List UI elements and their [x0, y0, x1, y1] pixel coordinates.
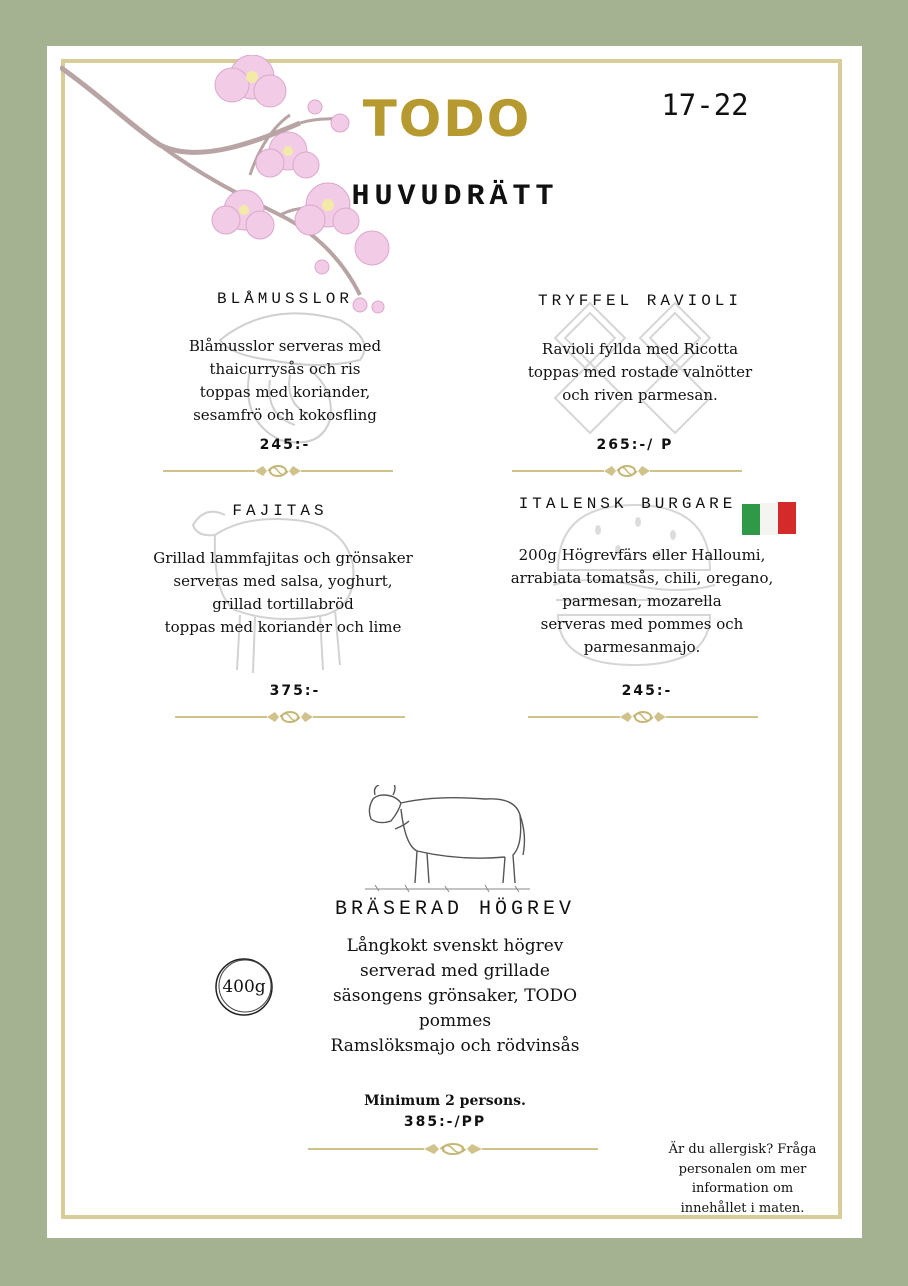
description-line: Grillad lammfajitas och grönsaker — [153, 549, 413, 567]
featured-dish-description — [300, 934, 610, 1059]
description-line: parmesanmajo. — [583, 638, 701, 656]
description-line: 200g Högrevfärs eller Halloumi, — [518, 546, 766, 564]
italian-flag-icon — [742, 501, 796, 537]
description-line: serveras med salsa, yoghurt, — [173, 572, 393, 590]
dish-title-italensk-burgare: ITALENSK BURGARE — [518, 495, 737, 513]
section-title: HUVUDRÄTT — [351, 180, 559, 214]
description-line: Ravioli fyllda med Ricotta — [541, 340, 739, 358]
allergy-note — [655, 1140, 830, 1218]
description-line: toppas med koriander och lime — [164, 618, 402, 636]
dish-description-blamusslor — [140, 335, 430, 427]
description-line: Långkokt svenskt högrev — [346, 936, 564, 956]
dish-title-blamusslor: BLÅMUSSLOR — [216, 290, 353, 308]
description-line: sesamfrö och kokosfling — [193, 406, 377, 424]
featured-price: 385:-/PP — [403, 1114, 487, 1130]
cow-sketch-icon — [365, 785, 530, 897]
weight-badge — [212, 956, 276, 1018]
dish-title-fajitas: FAJITAS — [232, 502, 328, 520]
ornament-divider — [163, 463, 393, 479]
description-line: pommes — [418, 1011, 492, 1031]
description-line: och riven parmesan. — [562, 386, 718, 404]
todo-logo: TODO — [362, 90, 532, 148]
dish-price-tryffel-ravioli: 265:-/ P — [596, 437, 674, 453]
ornament-divider — [512, 463, 742, 479]
allergy-line: Är du allergisk? Fråga — [668, 1142, 817, 1157]
dish-price-fajitas: 375:- — [269, 683, 321, 699]
ornament-divider — [308, 1141, 598, 1157]
description-line: Ramslöksmajo och rödvinsås — [330, 1036, 580, 1056]
dish-description-tryffel-ravioli — [490, 338, 790, 407]
description-line: grillad tortillabröd — [212, 595, 354, 613]
description-line: toppas med rostade valnötter — [527, 363, 753, 381]
minimum-persons: Minimum 2 persons. — [364, 1093, 526, 1109]
description-line: serveras med pommes och — [540, 615, 744, 633]
description-line: toppas med koriander, — [199, 383, 371, 401]
description-line: parmesan, mozarella — [562, 592, 722, 610]
description-line: serverad med grillade — [360, 961, 550, 981]
dish-price-italensk-burgare: 245:- — [621, 683, 673, 699]
ornament-divider — [175, 709, 405, 725]
description-line: säsongens grönsaker, TODO — [332, 986, 578, 1006]
allergy-line: innehållet i maten. — [680, 1200, 805, 1216]
dish-description-italensk-burgare — [472, 544, 812, 659]
description-line: arrabiata tomatsås, chili, oregano, — [510, 569, 774, 587]
description-line: Blåmusslor serveras med — [188, 337, 382, 355]
ornament-divider — [528, 709, 758, 725]
featured-dish-title: BRÄSERAD HÖGREV — [334, 898, 576, 921]
dish-title-tryffel-ravioli: TRYFFEL RAVIOLI — [537, 292, 743, 310]
allergy-line: information om — [691, 1181, 794, 1196]
description-line: thaicurrysås och ris — [209, 360, 361, 378]
dish-description-fajitas — [118, 547, 448, 639]
dish-price-blamusslor: 245:- — [259, 437, 311, 453]
allergy-line: personalen om mer — [678, 1161, 807, 1177]
weight-label: 400g — [222, 977, 266, 997]
opening-hours: 17-22 — [661, 88, 749, 122]
